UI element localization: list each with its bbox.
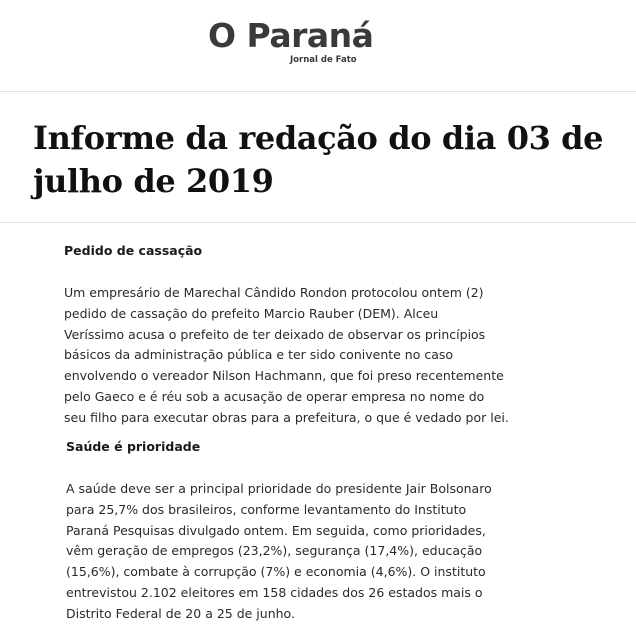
paragraph-line: básicos da administração pública e ter sido conivente no caso: [64, 347, 454, 363]
paragraph-line: para 25,7% dos brasileiros, conforme levantamento do Instituto: [66, 501, 467, 517]
section-heading-saude: Saúde é prioridade: [66, 439, 201, 454]
article-title: Informe da redação do dia 03 de julho de 2019: [33, 119, 604, 200]
section-heading-cassacao: Pedido de cassação: [64, 243, 203, 258]
paragraph-line: Distrito Federal de 20 a 25 de junho.: [66, 605, 295, 621]
paragraph-line: Veríssimo acusa o prefeito de ter deixado de observar os princípios: [64, 326, 486, 342]
logo-tagline: Jornal de Fato: [290, 55, 357, 65]
logo-wordmark: O Paraná: [208, 16, 374, 55]
site-header: [0, 0, 636, 92]
paragraph-line: A saúde deve ser a principal prioridade do presidente Jair Bolsonaro: [66, 481, 492, 496]
paragraph-line: (15,6%), combate à corrupção (7%) e economia (4,6%). O instituto: [66, 564, 486, 580]
paragraph-line: envolvendo o vereador Nilson Hachmann, que foi preso recentemente: [64, 368, 504, 384]
paragraph-saude: [66, 479, 492, 625]
paragraph-line: pedido de cassação do prefeito Marcio Rauber (DEM). Alceu: [64, 305, 439, 321]
paragraph-line: vêm geração de empregos (23,2%), segurança (17,4%), educação: [66, 543, 483, 559]
paragraph-line: Paraná Pesquisas divulgado ontem. Em seguida, como prioridades,: [66, 522, 486, 538]
paragraph-line: pelo Gaeco e é réu sob a acusação de operar empresa no nome do: [64, 388, 485, 404]
paragraph-line: seu filho para executar obras para a prefeitura, o que é vedado por lei.: [64, 409, 509, 425]
paragraph-line: entrevistou 2.102 eleitores em 158 cidades dos 26 estados mais o: [66, 584, 483, 600]
title-band: [0, 93, 636, 223]
paragraph-line: Um empresário de Marechal Cândido Rondon protocolou ontem (2): [64, 285, 484, 300]
site-logo[interactable]: [208, 14, 374, 74]
paragraph-cassacao: [64, 283, 509, 429]
